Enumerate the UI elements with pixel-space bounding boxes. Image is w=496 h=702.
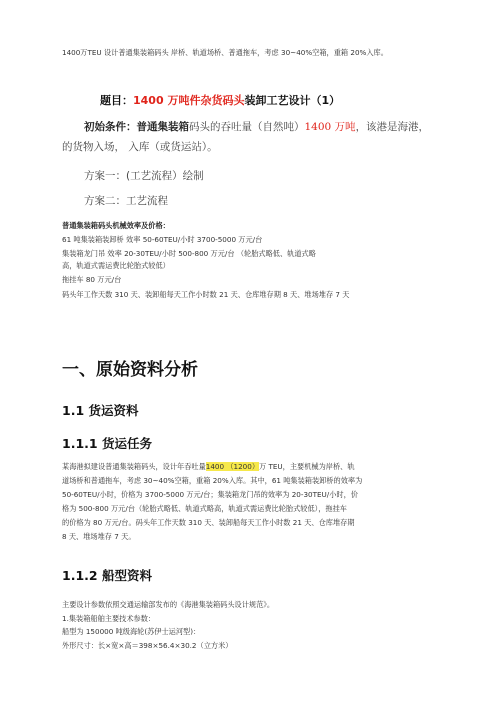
section-1-heading: 一、原始资料分析 xyxy=(62,360,198,380)
section-1-1-2-heading: 1.1.2 船型资料 xyxy=(62,568,152,583)
conditions-text-a: 码头的吞吐量（自然吨） xyxy=(189,121,305,133)
plan-two: 方案二：工艺流程 xyxy=(84,195,168,207)
topic-heading xyxy=(100,92,430,108)
topic-title: 1400 万吨件杂货码头 xyxy=(133,94,245,107)
specs-heading: 普通集装箱码头机械效率及价格： xyxy=(62,221,170,230)
conditions-text-b: ，该港是海港， 的货物入场， 入库（或货运站）。 xyxy=(62,121,430,153)
section-1-1-heading: 1.1 货运资料 xyxy=(62,403,139,418)
ship-data-paragraph: 主要设计参数依照交通运输部发布的《海港集装箱码头设计规范》。 1.集装箱船舶主要技术参数： 船型为 150000 吨级海轮(苏伊士运河型)： 外形尺寸：长×宽×高＝398×56.4×30.2（立方米） xyxy=(62,600,275,650)
section-1-1-1-heading: 1.1.1 货运任务 xyxy=(62,436,152,451)
plan-one: 方案一：(工艺流程）绘制 xyxy=(84,170,204,182)
specs-block xyxy=(62,220,442,301)
conditions-label: 初始条件：普通集装箱 xyxy=(84,121,189,133)
intro-paragraph xyxy=(62,47,438,59)
specs-line: 61 吨集装箱装卸桥 效率 50-60TEU/小时 3700-5000 万元/台 xyxy=(62,234,263,244)
throughput-highlight: 1400 （1200） xyxy=(205,462,260,471)
topic-suffix: 装卸工艺设计（1） xyxy=(244,94,341,107)
specs-line: 码头年工作天数 310 天、装卸船每天工作小时数 21 天、仓库堆存期 8 天、堆场堆存 7 天 xyxy=(62,289,350,299)
intro-text: 1400万TEU 设计普通集装箱码头 岸桥、轨道场桥、普通拖车，考虑 30~40%空箱，重箱 20%入库。 xyxy=(62,48,388,57)
conditions-amount: 1400 万吨 xyxy=(304,121,356,133)
specs-line: 集装箱龙门吊 效率 20-30TEU/小时 500-800 万元/台 （轮胎式略低、轨道式略 xyxy=(62,249,316,259)
cargo-task-paragraph: 某海港拟建设普通集装箱码头，设计年吞吐量1400 （1200）万 TEU，主要机械为岸桥、轨 道场桥和普通拖车，考虑 30~40%空箱，重箱 20%入库。其中，61 吨集装箱装卸桥的效率为 50-60TEU/小时，价格为 3700-5000 万元/台；集装箱龙门吊的效率为 20-30TEU/小时，价 格为 500-800 万元/台（轮胎式略低、轨道式略高，轨道式需运费比轮胎式较低），拖挂车 的价格为 80 万元/台。码头年工作天数 310 天、装卸船每天工作小时数 21 天、仓库堆存期 8 天、堆场堆存 7 天。 xyxy=(62,462,363,541)
conditions-paragraph xyxy=(62,117,438,157)
topic-label: 题目： xyxy=(100,94,133,107)
specs-line: 拖挂车 80 万元/台 xyxy=(62,275,122,285)
specs-line: 高，轨道式需运费比轮胎式较低） xyxy=(62,260,170,270)
